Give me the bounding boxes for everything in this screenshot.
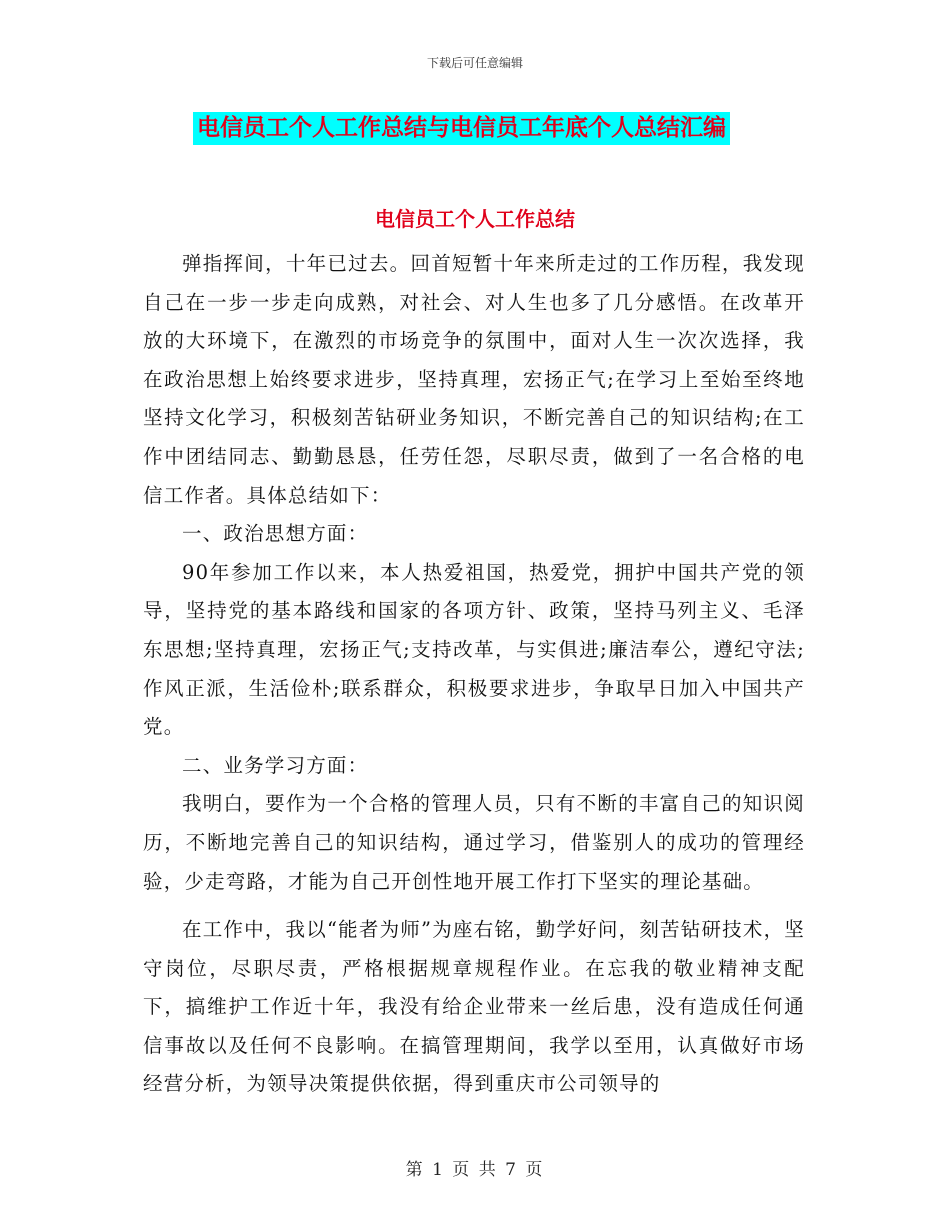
document-title-container — [193, 112, 730, 145]
paragraph-intro: 弹指挥间，十年已过去。回首短暂十年来所走过的工作历程，我发现自己在一步一步走向成熟，对社会、对人生也多了几分感悟。在改革开放的大环境下，在激烈的市场竞争的氛围中，面对人生一次次选择，我在政治思想上始终要求进步，坚持真理，宏扬正气;在学习上至始至终地坚持文化学习，积极刻苦钻研业务知识，不断完善自己的知识结构;在工作中团结同志、勤勤恳恳，任劳任怨，尽职尽责，做到了一名合格的电信工作者。具体总结如下： — [143, 252, 805, 507]
page-number: 第 1 页 共 7 页 — [405, 1160, 545, 1180]
paragraph-political-thought: 90年参加工作以来，本人热爱祖国，热爱党，拥护中国共产党的领导，坚持党的基本路线和国家的各项方针、政策，坚持马列主义、毛泽东思想;坚持真理，宏扬正气;支持改革，与实俱进;廉洁奉公，遵纪守法;作风正派，生活俭朴;联系群众，积极要求进步，争取早日加入中国共产党。 — [143, 560, 805, 739]
page-header-note: 下载后可任意编辑 — [426, 56, 523, 70]
paragraph-work: 在工作中，我以“能者为师”为座右铭，勤学好问，刻苦钻研技术，坚守岗位，尽职尽责，严格根据规章规程作业。在忘我的敬业精神支配下，搞维护工作近十年，我没有给企业带来一丝后患，没有造成任何通信事故以及任何不良影响。在搞管理期间，我学以至用，认真做好市场经营分析，为领导决策提供依据，得到重庆市公司领导的 — [143, 918, 805, 1096]
section-title: 电信员工个人工作总结 — [375, 207, 575, 231]
document-body — [143, 245, 805, 1104]
heading-political-thought: 一、政治思想方面： — [182, 522, 369, 546]
heading-business-study: 二、业务学习方面： — [182, 753, 369, 777]
paragraph-business-study: 我明白，要作为一个合格的管理人员，只有不断的丰富自己的知识阅历，不断地完善自己的知识结构，通过学习，借鉴别人的成功的管理经验，少走弯路，才能为自己开创性地开展工作打下坚实的理论基础。 — [143, 792, 805, 893]
document-title: 电信员工个人工作总结与电信员工年底个人总结汇编 — [193, 112, 730, 145]
